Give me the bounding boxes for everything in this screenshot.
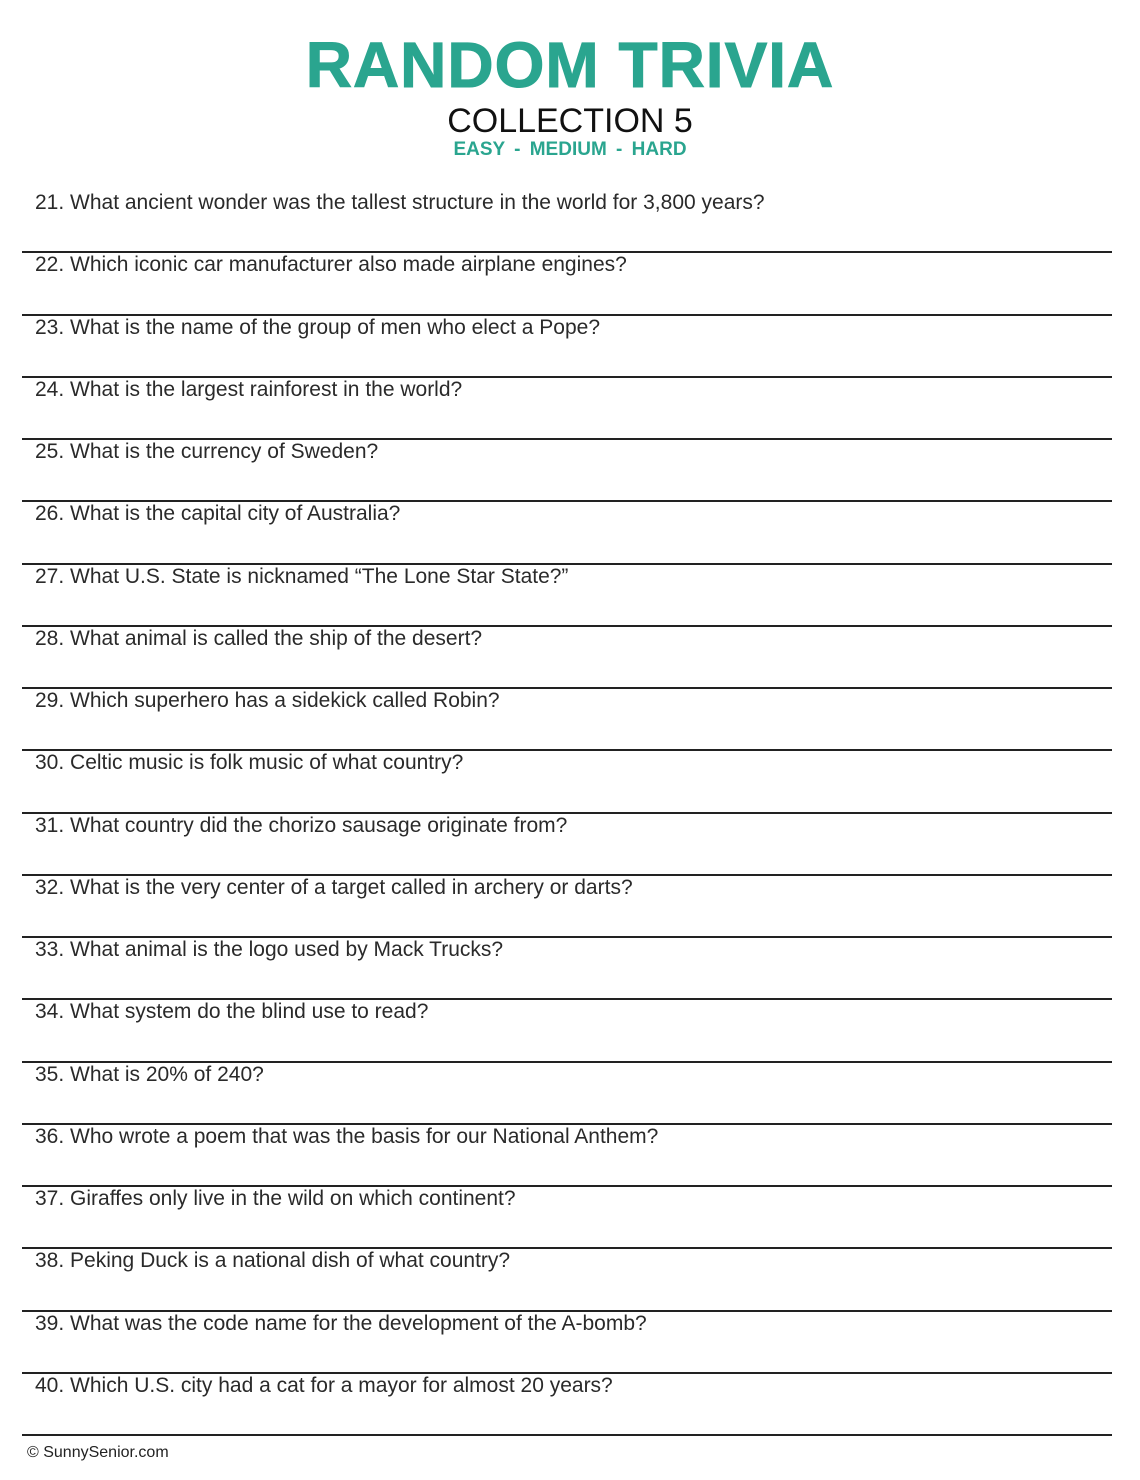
collection-subtitle: COLLECTION 5 bbox=[447, 102, 693, 140]
question-row[interactable] bbox=[22, 1374, 1112, 1436]
question-text: 30. Celtic music is folk music of what country? bbox=[35, 751, 464, 775]
question-row[interactable] bbox=[22, 1125, 1112, 1187]
question-text: 28. What animal is called the ship of the desert? bbox=[35, 626, 483, 650]
question-row[interactable] bbox=[22, 1312, 1112, 1374]
question-row[interactable] bbox=[22, 938, 1112, 1000]
question-row[interactable] bbox=[22, 565, 1112, 627]
question-text: 36. Who wrote a poem that was the basis for our National Anthem? bbox=[35, 1124, 659, 1148]
question-text: 26. What is the capital city of Australia? bbox=[35, 502, 401, 526]
question-row[interactable] bbox=[22, 876, 1112, 938]
question-row[interactable] bbox=[22, 378, 1112, 440]
question-row[interactable] bbox=[22, 814, 1112, 876]
question-row[interactable] bbox=[22, 627, 1112, 689]
question-row[interactable] bbox=[22, 1187, 1112, 1249]
question-text: 27. What U.S. State is nicknamed “The Lone Star State?” bbox=[35, 564, 569, 588]
question-text: 33. What animal is the logo used by Mack Trucks? bbox=[35, 938, 504, 961]
question-row[interactable] bbox=[22, 1063, 1112, 1125]
question-row[interactable] bbox=[22, 1000, 1112, 1062]
question-text: 34. What system do the blind use to read? bbox=[35, 1000, 429, 1024]
question-text: 22. Which iconic car manufacturer also made airplane engines? bbox=[35, 253, 627, 277]
question-text: 37. Giraffes only live in the wild on which continent? bbox=[35, 1187, 516, 1210]
question-text: 40. Which U.S. city had a cat for a mayor for almost 20 years? bbox=[35, 1373, 613, 1397]
question-text: 31. What country did the chorizo sausage originate from? bbox=[35, 813, 568, 837]
question-text: 35. What is 20% of 240? bbox=[35, 1062, 264, 1086]
question-text: 23. What is the name of the group of men who elect a Pope? bbox=[35, 315, 601, 339]
question-row[interactable] bbox=[22, 191, 1112, 253]
question-row[interactable] bbox=[22, 502, 1112, 564]
question-row[interactable] bbox=[22, 253, 1112, 315]
question-text: 39. What was the code name for the development of the A-bomb? bbox=[35, 1311, 647, 1335]
copyright-footer: © SunnySenior.com bbox=[27, 1444, 169, 1461]
question-row[interactable] bbox=[22, 440, 1112, 502]
question-row[interactable] bbox=[22, 316, 1112, 378]
question-text: 24. What is the largest rainforest in the world? bbox=[35, 377, 463, 401]
question-text: 25. What is the currency of Sweden? bbox=[35, 440, 379, 463]
title-text: RANDOM TRIVIA bbox=[305, 29, 835, 101]
question-row[interactable] bbox=[22, 751, 1112, 813]
page-title bbox=[0, 28, 1140, 102]
question-text: 32. What is the very center of a target called in archery or darts? bbox=[35, 875, 633, 899]
question-list bbox=[22, 191, 1112, 1436]
question-text: 29. Which superhero has a sidekick called Robin? bbox=[35, 689, 500, 712]
question-text: 38. Peking Duck is a national dish of what country? bbox=[35, 1249, 511, 1273]
question-text: 21. What ancient wonder was the tallest structure in the world for 3,800 years? bbox=[35, 191, 765, 214]
question-row[interactable] bbox=[22, 689, 1112, 751]
question-row[interactable] bbox=[22, 1249, 1112, 1311]
difficulty-levels: EASY - MEDIUM - HARD bbox=[453, 139, 687, 160]
